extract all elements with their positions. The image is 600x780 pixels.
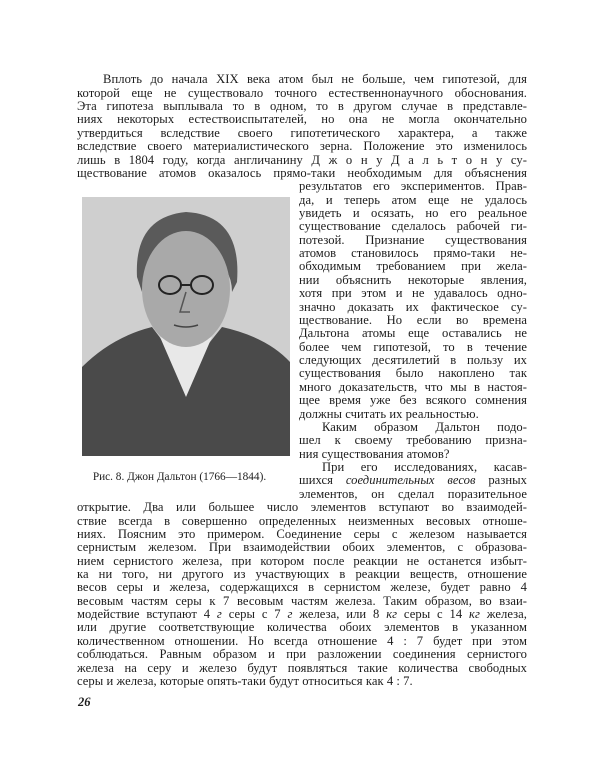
- text-line: да, и теперь атом еще не удалось: [299, 192, 527, 207]
- text-line: [299, 474, 527, 487]
- text-line: соблюдаться. Равным образом и при разложении соединения сернистого: [77, 647, 527, 662]
- text-line: более чем гипотезой, то в течение: [299, 339, 527, 354]
- portrait-john-dalton: [82, 197, 290, 456]
- text-line: Эта гипотеза выплывала то в одном, то в другом случае в представле-: [77, 99, 527, 114]
- text-line: ществование атомов оказалось прямо-таки необходимым для объяснения: [77, 165, 527, 180]
- text-line: нии объяснить некоторые явления,: [299, 272, 527, 287]
- text-line: атомов становилось прямо-таки не-: [299, 246, 527, 261]
- text-line: весов серы и железа, содержащихся в сернистом железе, будет равно 4: [77, 580, 527, 595]
- text-line: ниях некоторых естествоиспытателей, но она не могла окончательно: [77, 112, 527, 127]
- text-line: сернистым железом. При взаимодействии обоих элементов, с образова-: [77, 540, 527, 555]
- text-line: потезой. Признание существования: [299, 232, 527, 247]
- text-segment: шихся: [299, 473, 346, 488]
- text-line: нием сернистого железа, при котором после реакции не останется избыт-: [77, 553, 527, 568]
- text-line: обходимым требованием при жела-: [299, 259, 527, 274]
- text-line: щее время уже без всякого сомнения: [299, 393, 527, 408]
- text-segment: железа,: [479, 607, 527, 622]
- text-line: элементов, он сделал поразительное: [299, 486, 527, 501]
- italic-term: кг: [469, 607, 480, 622]
- text-line: существование сделалось рабочей ги-: [299, 219, 527, 234]
- text-line: шел к своему требованию призна-: [299, 433, 527, 448]
- text-line: ществование. Но если во времена: [299, 312, 527, 327]
- text-segment: серы с 7: [221, 607, 288, 622]
- text-segment: железа, или 8: [292, 607, 387, 622]
- text-line: железа на серу и железо будут появляться такие количества свободных: [77, 660, 527, 675]
- italic-term: кг: [386, 607, 398, 622]
- text-line: весовым частям серы к 7 весовым частям железа. Таким образом, во взаи-: [77, 593, 527, 608]
- text-line: ниях. Поясним это примером. Соединение серы с железом называется: [77, 526, 527, 541]
- text-line: утвердиться вследствие своего гипотетического характера, а также: [77, 125, 527, 140]
- text-line: При его исследованиях, касав-: [322, 460, 527, 475]
- text-line: Вплоть до начала XIX века атом был не больше, чем гипотезой, для: [103, 72, 527, 87]
- text-segment: серы с 14: [397, 607, 470, 622]
- text-line: много доказательств, что мы в настоя-: [299, 379, 527, 394]
- text-line: ния существования атомов?: [299, 446, 450, 461]
- italic-term: г: [216, 607, 222, 622]
- text-segment: разных: [475, 473, 527, 488]
- text-line: хотя при этом и не удавалось одно-: [299, 286, 527, 301]
- text-line: Каким образом Дальтон подо-: [322, 419, 527, 434]
- text-line: значно доказать их фактическое су-: [299, 299, 527, 314]
- text-line: результатов его экспериментов. Прав-: [299, 179, 527, 194]
- text-line: Дальтона атомы еще оставались не: [299, 326, 527, 341]
- text-line: серы и железа, которые опять-таки будут относиться как 4 : 7.: [77, 673, 413, 688]
- text-line: вследствие своего материалистического зерна. Положение это изменилось: [77, 139, 527, 154]
- page-number: 26: [78, 695, 91, 709]
- text-segment: модействие вступают 4: [77, 607, 217, 622]
- text-line: должны считать их реальностью.: [299, 406, 479, 421]
- text-line: ствие всегда в совершенно определенных неизменных весовых отноше-: [77, 513, 527, 528]
- text-line: лишь в 1804 году, когда англичанину Д ж о н у Д а л ь т о н у су-: [77, 152, 527, 167]
- text-line: ка ни того, ни другого из участвующих в реакции веществ, отношение: [77, 566, 527, 581]
- text-line: количественном отношении. Но всегда отношение 4 : 7 будет при этом: [77, 633, 527, 648]
- text-line: существования было накоплено так: [299, 366, 527, 381]
- text-line: или другие соответствующие количества обоих элементов в указанном: [77, 620, 527, 635]
- italic-term: соединительных весов: [345, 473, 476, 488]
- text-line: открытие. Два или большее число элементов вступают во взаимодей-: [77, 500, 527, 515]
- text-line: увидеть и осязать, но его реальное: [299, 206, 527, 220]
- text-line: [77, 608, 527, 621]
- text-line: следующих десятилетий в пользу их: [299, 353, 527, 368]
- text-line: которой еще не существовало точного естественнонаучного обоснования.: [77, 85, 527, 100]
- italic-term: г: [287, 607, 293, 622]
- figure-caption: Рис. 8. Джон Дальтон (1766—1844).: [92, 471, 267, 483]
